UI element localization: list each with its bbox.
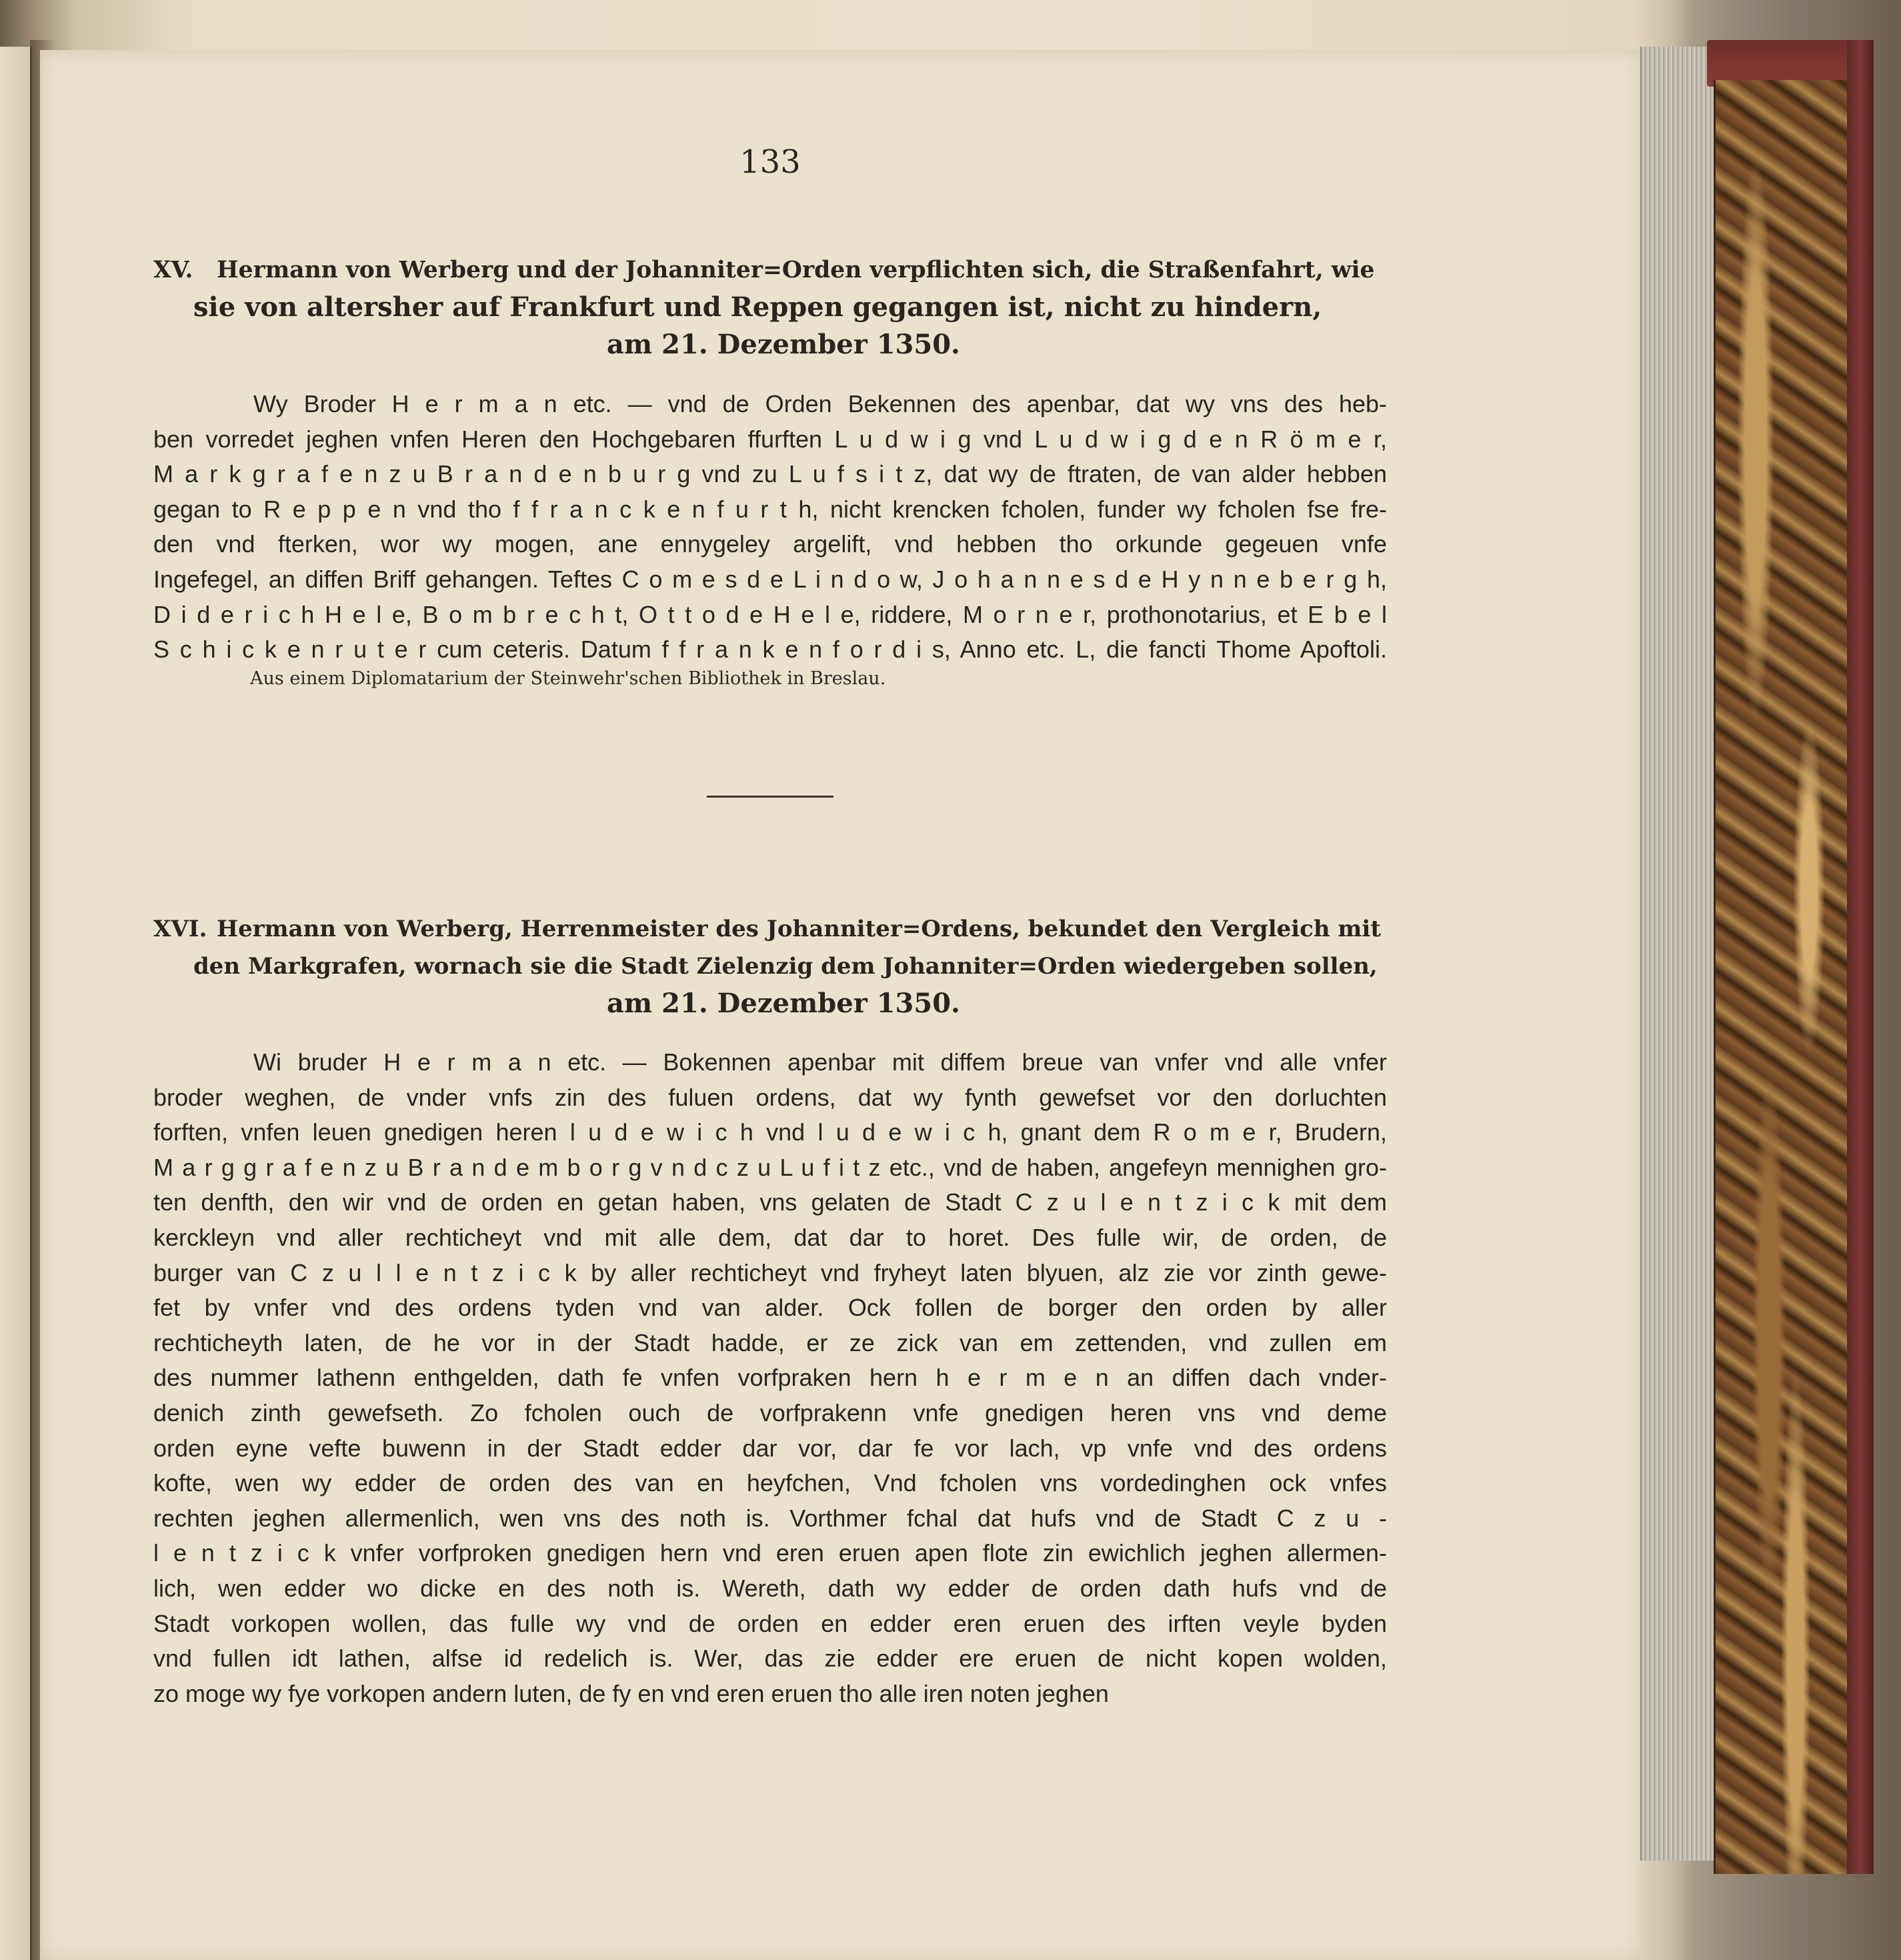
text-line: ten denfth, den wir vnd de orden en getan haben, vns gelaten de Stadt C z u l e n t z i c k mit dem [153,1188,1387,1216]
text-line: ben vorredet jeghen vnfen Heren den Hochgebaren ffurften L u d w i g vnd L u d w i g d e n R ö m e r, [153,425,1387,453]
doc-xv-heading-line: sie von altersher auf Frankfurt und Reppen gegangen ist, nicht zu hindern, [193,291,1322,323]
doc-xv-heading-line: Hermann von Werberg und der Johanniter=Orden verpflichten sich, die Straßenfahrt, wie [217,257,1375,283]
text-line: denich zinth gewefseth. Zo fcholen ouch de vorfprakenn vnfe gnedigen heren vns vnd deme [153,1398,1387,1426]
text-line: broder weghen, de vnder vnfs zin des fuluen ordens, dat wy fynth gewefset vor den dorluchten [153,1083,1387,1111]
text-line: Wi bruder H e r m a n etc. — Bokennen apenbar mit diffem breue van vnfer vnd alle vnfer [253,1048,1387,1076]
source-note: Aus einem Diplomatarium der Steinwehr'schen Bibliothek in Breslau. [250,668,886,689]
text-line: den vnd fterken, wor wy mogen, ane ennygeley argelift, vnd hebben tho orkunde gegeuen vnfe [153,530,1387,558]
text-line: forften, vnfen leuen gnedigen heren l u d e w i c h vnd l u d e w i c h, gnant dem R o m e r, Brudern, [153,1118,1387,1146]
text-line: Wy Broder H e r m a n etc. — vnd de Orden Bekennen des apenbar, dat wy vns des heb- [253,390,1387,417]
text-line: gegan to R e p p e n vnd tho f f r a n c k e n f u r t h, nicht krencken fcholen, funder wy fcholen fse fre- [153,495,1387,523]
doc-xv-heading [153,251,1387,363]
text-line: S c h i c k e n r u t e r cum ceteris. Datum f f r a n k e n f o r d i s, Anno etc. L, die fancti Thome Apoftoli. [153,636,1387,664]
text-line: kofte, wen wy edder de orden des van en heyfchen, Vnd fcholen vns vordedinghen ock vnfes [153,1469,1387,1497]
text-line: lich, wen edder wo dicke en des noth is. Wereth, dath wy edder de orden dath hufs vnd de [153,1574,1387,1602]
text-line: Stadt vorkopen wollen, das fulle wy vnd de orden en edder eren eruen des irften veyle byden [153,1609,1387,1637]
left-page-edge [0,47,32,1960]
text-line: burger van C z u l l e n t z i c k by aller rechticheyt vnd fryheyt laten blyuen, alz zie vor zinth gewe- [153,1258,1387,1286]
book-spine [1847,40,1874,1874]
text-line: fet by vnfer vnd des ordens tyden vnd van alder. Ock follen de borger den orden by aller [153,1294,1387,1322]
text-line: l e n t z i c k vnfer vorfproken gnedigen hern vnd eren eruen apen flote zin ewichlich jeghen allermen- [153,1539,1387,1567]
doc-xvi-number: XVI. [153,916,207,942]
text-line: rechticheyth laten, de he vor in der Stadt hadde, er ze zick van em zettenden, vnd zullen em [153,1328,1387,1356]
doc-xvi-date: am 21. Dezember 1350. [607,988,960,1019]
text-line: M a r g g r a f e n z u B r a n d e m b o r g v n d c z u L u f i t z etc., vnd de haben, angefeyn mennighen gro- [153,1153,1387,1181]
doc-xvi-heading-line: Hermann von Werberg, Herrenmeister des Johanniter=Ordens, bekundet den Vergleich mit [217,916,1382,942]
text-line: D i d e r i c h H e l e, B o m b r e c h t, O t t o d e H e l e, riddere, M o r n e r, prothonotarius, et E b e l [153,600,1387,628]
text-line: des nummer lathenn enthgelden, dath fe vnfen vorfpraken hern h e r m e n an diffen dach vnder- [153,1364,1387,1392]
text-line: kerckleyn vnd aller rechticheyt vnd mit alle dem, dat dar to horet. Des fulle wir, de orden, de [153,1223,1387,1251]
text-line: M a r k g r a f e n z u B r a n d e n b u r g vnd zu L u f s i t z, dat wy de ftraten, de van alder hebben [153,460,1387,488]
doc-xv-body [153,387,1387,668]
doc-xv-date: am 21. Dezember 1350. [607,329,960,360]
doc-xv-number: XV. [153,257,193,283]
text-line: vnd fullen idt lathen, alfse id redelich is. Wer, das zie edder ere eruen de nicht kopen wolden, [153,1645,1387,1673]
text-line: zo moge wy fye vorkopen andern luten, de fy en vnd eren eruen tho alle iren noten jeghen [153,1679,1109,1707]
marbled-cover [1714,80,1849,1874]
text-line: orden eyne vefte buwenn in der Stadt edder dar vor, dar fe vor lach, vp vnfe vnd des ordens [153,1434,1387,1462]
page-number: 133 [739,143,801,181]
doc-xvi-heading-line: den Markgrafen, wornach sie die Stadt Zielenzig dem Johanniter=Orden wiedergeben sollen, [193,953,1378,980]
text-line: Ingefegel, an diffen Briff gehangen. Teftes C o m e s d e L i n d o w, J o h a n n e s d e H y n n e b e r g h, [153,565,1387,593]
text-line: rechten jeghen allermenlich, wen vns des noth is. Vorthmer fchal dat hufs vnd de Stadt C z u - [153,1504,1387,1532]
section-separator [707,796,833,798]
doc-xvi-heading [153,910,1387,1022]
doc-xvi-body [153,1045,1387,1711]
page-stack-edge [1640,47,1715,1861]
